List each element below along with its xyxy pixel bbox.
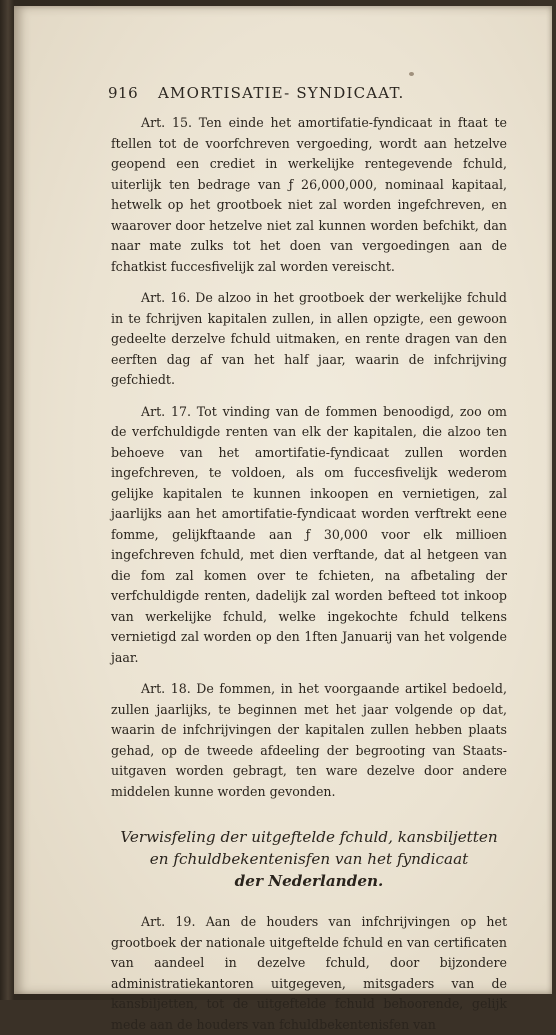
section-heading-line-2: en fchuldbekentenisfen van het fyndicaat bbox=[149, 850, 469, 868]
section-heading-line-1: Verwisfeling der uitgeftelde fchuld, kansbiljetten bbox=[120, 828, 498, 846]
ink-spot bbox=[409, 72, 414, 76]
section-heading bbox=[111, 826, 507, 892]
body-text bbox=[111, 113, 507, 1035]
page-number: 916 bbox=[108, 84, 139, 102]
running-title: AMORTISATIE- SYNDICAAT. bbox=[158, 84, 405, 102]
page-header bbox=[108, 84, 438, 108]
article-17: Art. 17. Tot vinding van de fommen benoodigd, zoo om de verfchuldigde renten van elk der kapitalen, die alzoo ten behoeve van het amortifatie-fyndicaat zullen worden ingefchreven, te voldoen, als om fuccesfivelijk wederom gelijke kapitalen te kunnen inkoopen en vernietigen, zal jaarlijks aan het amortifatie-fyndicaat worden verftrekt eene fomme, gelijkftaande aan ƒ 30,000 voor elk millioen ingefchreven fchuld, met dien verftande, dat al hetgeen van die fom zal komen over te fchieten, na afbetaling der verfchuldigde renten, dadelijk zal worden befteed tot inkoop van werkelijke fchuld, welke ingekochte fchuld telkens vernietigd zal worden op den 1ften Januarij van het volgende jaar. bbox=[111, 403, 507, 665]
article-16: Art. 16. De alzoo in het grootboek der werkelijke fchuld in te fchrijven kapitalen zullen, in allen opzigte, een gewoon gedeelte derzelve fchuld uitmaken, en rente dragen van den eerften dag af van het half jaar, waarin de infchrijving gefchiedt. bbox=[111, 290, 507, 387]
section-heading-line-3: der Nederlanden. bbox=[234, 872, 384, 890]
article-18: Art. 18. De fommen, in het voorgaande artikel bedoeld, zullen jaarlijks, te beginnen met het jaar volgende op dat, waarin de infchrijvingen der kapitalen zullen hebben plaats gehad, op de tweede afdeeling der begrooting van Staats-uitgaven worden gebragt, ten ware dezelve door andere middelen kunne worden gevonden. bbox=[111, 681, 507, 799]
article-15: Art. 15. Ten einde het amortifatie-fyndicaat in ftaat te ftellen tot de voorfchreven vergoeding, wordt aan hetzelve geopend een crediet in werkelijke rentegevende fchuld, uiterlijk ten bedrage van ƒ 26,000,000, nominaal kapitaal, hetwelk op het grootboek niet zal worden ingefchreven, en waarover door hetzelve niet zal kunnen worden befchikt, dan naar mate zulks tot het doen van vergoedingen aan de fchatkist fuccesfivelijk zal worden vereischt. bbox=[111, 115, 507, 274]
article-19: Art. 19. Aan de houders van infchrijvingen op het grootboek der nationale uitgeftelde fchuld en van certificaten van aandeel in dezelve fchuld, door bijzondere administratiekantoren uitgegeven, mitsgaders van de kansbiljetten, tot de uitgeftelde fchuld behoorende, gelijk mede aan de houders van fchuldbekentenisfen van bbox=[111, 914, 507, 1032]
